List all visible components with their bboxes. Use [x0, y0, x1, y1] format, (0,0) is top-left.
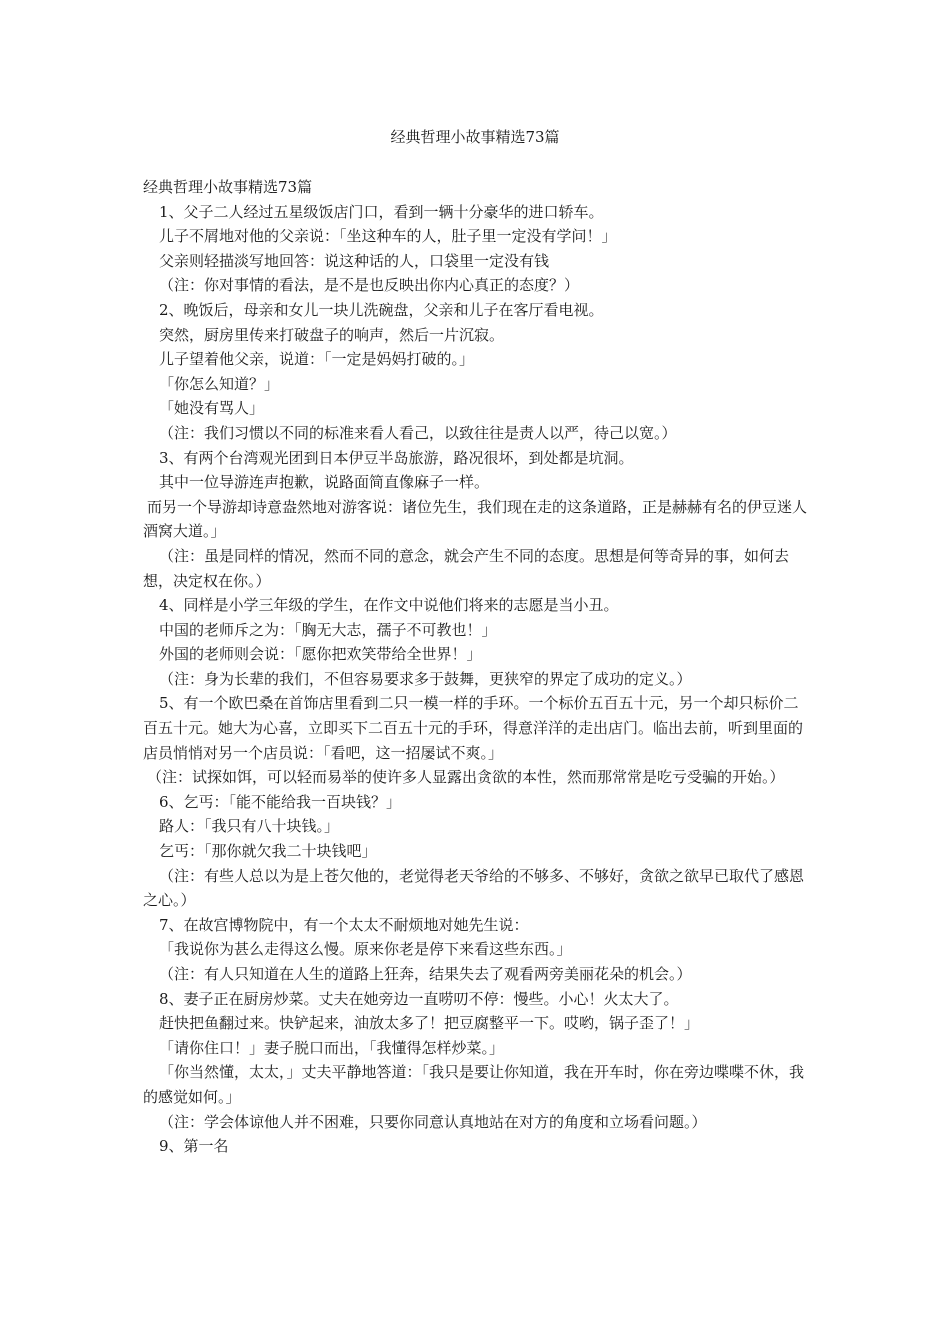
document-body: [143, 175, 809, 1159]
paragraph: （注：虽是同样的情况，然而不同的意念，就会产生不同的态度。思想是何等奇异的事，如何去想，决定权在你。）: [143, 546, 790, 590]
paragraph: 儿子望着他父亲，说道：「一定是妈妈打破的。」: [159, 350, 475, 369]
paragraph: （注：身为长辈的我们，不但容易要求多于鼓舞，更狭窄的界定了成功的定义。）: [159, 669, 692, 688]
paragraph: 中国的老师斥之为：「胸无大志，孺子不可教也！」: [159, 620, 497, 639]
paragraph: （注：有些人总以为是上苍欠他的，老觉得老天爷给的不够多、不够好，贪欲之欲早已取代了感恩之心。）: [143, 866, 805, 910]
paragraph: 「她没有骂人」: [159, 399, 265, 418]
paragraph: 赶快把鱼翻过来。快铲起来，油放太多了！把豆腐整平一下。哎哟，锅子歪了！」: [159, 1014, 700, 1033]
paragraph: （注：我们习惯以不同的标准来看人看己，以致往往是责人以严，待己以宽。）: [159, 423, 677, 442]
paragraph: 路人：「我只有八十块钱。」: [159, 817, 340, 836]
paragraph: 外国的老师则会说：「愿你把欢笑带给全世界！」: [159, 645, 482, 664]
paragraph: 经典哲理小故事精选73篇: [143, 178, 313, 196]
paragraph: 9、第一名: [159, 1137, 229, 1156]
paragraph: 6、乞丐：「能不能给我一百块钱？」: [159, 792, 402, 811]
paragraph: 3、有两个台湾观光团到日本伊豆半岛旅游，路况很坏，到处都是坑洞。: [159, 448, 634, 467]
paragraph: 「你当然懂，太太，」丈夫平静地答道：「我只是要让你知道，我在开车时，你在旁边喋喋不休，我的感觉如何。」: [143, 1063, 805, 1106]
paragraph: 2、晚饭后，母亲和女儿一块儿洗碗盘，父亲和儿子在客厅看电视。: [159, 300, 604, 319]
paragraph: 乞丐：「那你就欠我二十块钱吧」: [159, 842, 377, 861]
paragraph: 父亲则轻描淡写地回答：说这种话的人，口袋里一定没有钱: [159, 251, 550, 270]
paragraph: 4、同样是小学三年级的学生，在作文中说他们将来的志愿是当小丑。: [159, 596, 619, 615]
page-title: 经典哲理小故事精选73篇: [390, 128, 560, 146]
paragraph: 「请你住口！」妻子脱口而出，「我懂得怎样炒菜。」: [159, 1038, 505, 1057]
paragraph: 8、妻子正在厨房炒菜。丈夫在她旁边一直唠叨不停：慢些。小心！火太大了。: [159, 989, 679, 1008]
paragraph: （注：学会体谅他人并不困难，只要你同意认真地站在对方的角度和立场看问题。）: [159, 1112, 707, 1131]
paragraph: 5、有一个欧巴桑在首饰店里看到二只一模一样的手环。一个标价五百五十元，另一个却只标价二百五十元。她大为心喜，立即买下二百五十元的手环，得意洋洋的走出店门。临出去前，听到里面的店员悄悄对另一个店员说：「看吧，这一招屡试不爽。」: [143, 694, 804, 762]
paragraph: 其中一位导游连声抱歉，说路面简直像麻子一样。: [159, 473, 490, 492]
paragraph: 「你怎么知道？」: [159, 374, 280, 393]
paragraph: 儿子不屑地对他的父亲说：「坐这种车的人，肚子里一定没有学问！」: [159, 227, 617, 246]
paragraph: （注：你对事情的看法，是不是也反映出你内心真正的态度？）: [159, 276, 580, 295]
paragraph: （注：有人只知道在人生的道路上狂奔，结果失去了观看两旁美丽花朵的机会。）: [159, 965, 692, 983]
paragraph: 「我说你为甚么走得这么慢。原来你老是停下来看这些东西。」: [159, 940, 572, 959]
paragraph: 7、在故宫博物院中，有一个太太不耐烦地对她先生说：: [159, 915, 529, 934]
paragraph: 突然，厨房里传来打破盘子的响声，然后一片沉寂。: [159, 325, 505, 344]
paragraph: （注：试探如饵，可以轻而易举的使许多人显露出贪欲的本性，然而那常常是吃亏受骗的开始。）: [147, 768, 785, 787]
paragraph: 而另一个导游却诗意盎然地对游客说：诸位先生，我们现在走的这条道路，正是赫赫有名的伊豆迷人酒窝大道。」: [143, 497, 808, 541]
paragraph: 1、父子二人经过五星级饭店门口，看到一辆十分豪华的进口轿车。: [159, 202, 604, 221]
